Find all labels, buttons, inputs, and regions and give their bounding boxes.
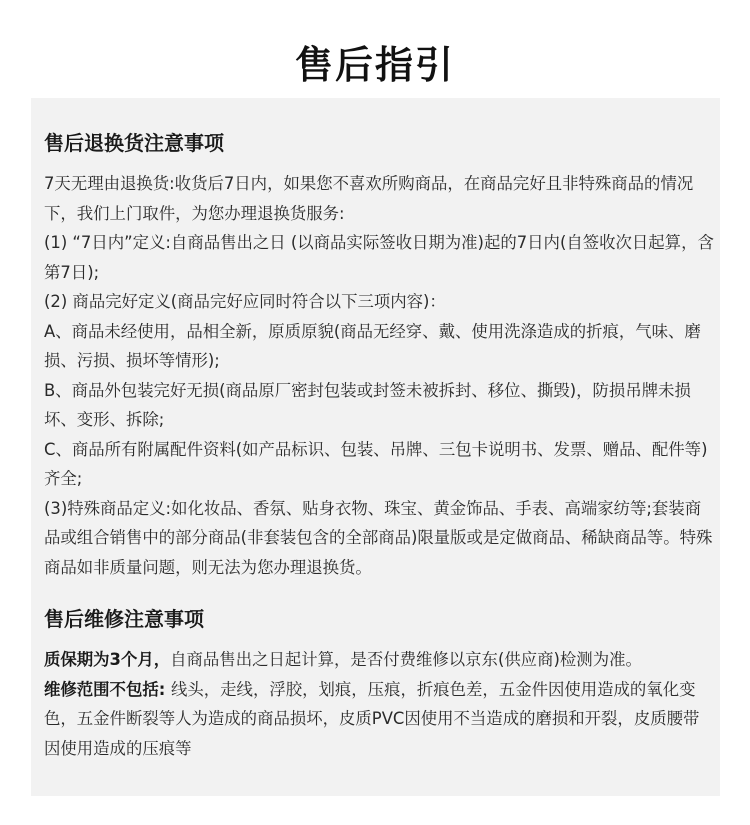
returns-paragraph-condition-a: A、商品未经使用，品相全新，原质原貌(商品无经穿、戴、使用洗涤造成的折痕，气味、磨损、污损、损坏等情形); [44,321,701,370]
returns-body [44,169,714,582]
returns-paragraph-condition-definition: (2) 商品完好定义(商品完好应同时符合以下三项内容)： [44,292,446,311]
returns-paragraph-condition-c: C、商品所有附属配件资料(如产品标识、包装、吊牌、三包卡说明书、发票、赠品、配件等) 齐全; [44,439,708,488]
warranty-label: 质保期为3个月， [44,650,171,669]
repair-section [44,606,714,763]
exclusion-label: 维修范围不包括: [44,679,171,699]
repair-body [44,645,714,763]
returns-paragraph-special-goods: (3)特殊商品定义:如化妆品、香氛、贴身衣物、珠宝、黄金饰品、手表、高端家纺等;套装商品或组合销售中的部分商品(非套装包含的全部商品)限量版或是定做商品、稀缺商品等。特殊商品如非质量问题，则无法为您办理退换货。 [44,498,713,577]
returns-paragraph-condition-b: B、商品外包装完好无损(商品原厂密封包装或封签未被拆封、移位、撕毁)，防损吊牌未损坏、变形、拆除; [44,380,691,429]
exclusion-text: 线头，走线，浮胶，划痕，压痕，折痕色差，五金件因使用造成的氧化变色，五金件断裂等人为造成的商品损坏，皮质PVC因使用不当造成的磨损和开裂，皮质腰带因使用造成的压痕等 [44,679,700,758]
returns-section-title: 售后退换货注意事项 [44,131,224,155]
repair-section-title: 售后维修注意事项 [44,607,204,631]
returns-paragraph-intro: 7天无理由退换货:收货后7日内，如果您不喜欢所购商品，在商品完好且非特殊商品的情况下，我们上门取件，为您办理退换货服务: [44,174,694,223]
repair-exclusions-paragraph [44,675,714,764]
returns-paragraph-7-days: (1) “7日内”定义:自商品售出之日 (以商品实际签收日期为准)起的7日内(自签收次日起算，含第7日); [44,233,714,282]
page-title: 售后指引 [294,43,455,87]
repair-warranty-paragraph [44,645,714,675]
content-panel [31,98,720,796]
returns-section [44,130,714,582]
warranty-text: 自商品售出之日起计算，是否付费维修以京东(供应商)检测为准。 [170,650,642,669]
